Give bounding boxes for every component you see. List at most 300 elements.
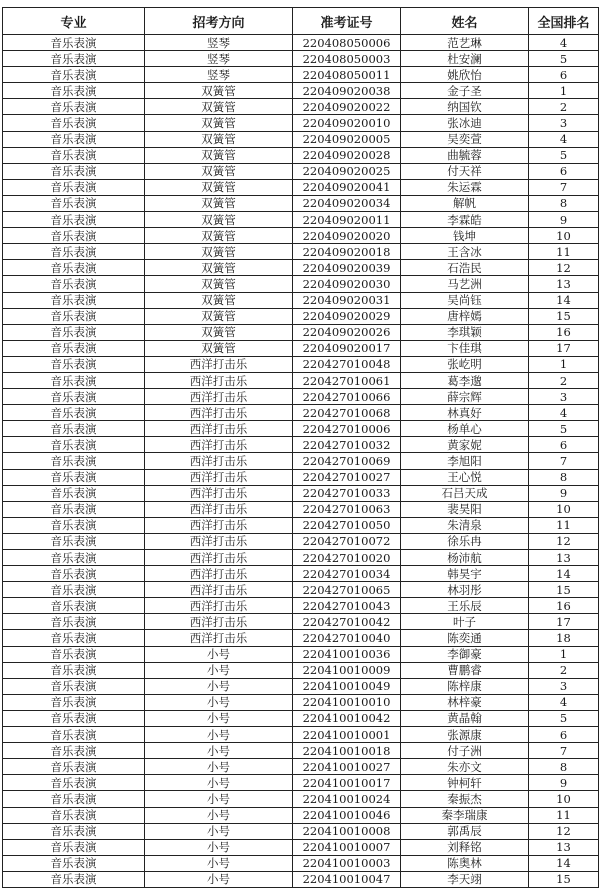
cell-rank: 3 bbox=[529, 115, 599, 131]
cell-rank: 4 bbox=[529, 35, 599, 51]
cell-exam-id: 220427010061 bbox=[293, 372, 401, 388]
cell-name: 秦李瑞康 bbox=[401, 807, 529, 823]
table-row bbox=[3, 195, 599, 211]
cell-exam-id: 220427010020 bbox=[293, 550, 401, 566]
cell-name: 金子圣 bbox=[401, 83, 529, 99]
cell-exam-id: 220409020031 bbox=[293, 292, 401, 308]
cell-exam-id: 220410010027 bbox=[293, 759, 401, 775]
cell-exam-id: 220409020017 bbox=[293, 340, 401, 356]
cell-rank: 4 bbox=[529, 405, 599, 421]
cell-name: 秦振杰 bbox=[401, 791, 529, 807]
cell-name: 石浩民 bbox=[401, 260, 529, 276]
cell-direction: 小号 bbox=[145, 646, 293, 662]
cell-direction: 西洋打击乐 bbox=[145, 582, 293, 598]
cell-exam-id: 220410010003 bbox=[293, 855, 401, 871]
cell-rank: 5 bbox=[529, 710, 599, 726]
table-row bbox=[3, 775, 599, 791]
cell-name: 张冰迪 bbox=[401, 115, 529, 131]
cell-exam-id: 220408050006 bbox=[293, 35, 401, 51]
table-row bbox=[3, 582, 599, 598]
cell-rank: 12 bbox=[529, 823, 599, 839]
table-row bbox=[3, 710, 599, 726]
cell-rank: 5 bbox=[529, 421, 599, 437]
table-row bbox=[3, 839, 599, 855]
cell-name: 黄家妮 bbox=[401, 437, 529, 453]
cell-exam-id: 220409020018 bbox=[293, 244, 401, 260]
table-row bbox=[3, 823, 599, 839]
table-row bbox=[3, 405, 599, 421]
cell-direction: 双簧管 bbox=[145, 244, 293, 260]
cell-major: 音乐表演 bbox=[3, 743, 145, 759]
table-row bbox=[3, 533, 599, 549]
cell-name: 王乐辰 bbox=[401, 598, 529, 614]
cell-direction: 小号 bbox=[145, 727, 293, 743]
cell-name: 李琪颖 bbox=[401, 324, 529, 340]
cell-major: 音乐表演 bbox=[3, 276, 145, 292]
table-row bbox=[3, 453, 599, 469]
header-name: 姓名 bbox=[401, 8, 529, 35]
table-row bbox=[3, 437, 599, 453]
cell-direction: 西洋打击乐 bbox=[145, 421, 293, 437]
cell-direction: 双簧管 bbox=[145, 308, 293, 324]
table-row bbox=[3, 727, 599, 743]
table-row bbox=[3, 115, 599, 131]
cell-direction: 双簧管 bbox=[145, 147, 293, 163]
cell-major: 音乐表演 bbox=[3, 839, 145, 855]
cell-major: 音乐表演 bbox=[3, 228, 145, 244]
table-row bbox=[3, 276, 599, 292]
table-row bbox=[3, 67, 599, 83]
table-row bbox=[3, 759, 599, 775]
table-row bbox=[3, 855, 599, 871]
cell-rank: 13 bbox=[529, 839, 599, 855]
cell-rank: 4 bbox=[529, 131, 599, 147]
cell-rank: 14 bbox=[529, 566, 599, 582]
cell-major: 音乐表演 bbox=[3, 163, 145, 179]
cell-rank: 4 bbox=[529, 694, 599, 710]
cell-name: 黄晶翰 bbox=[401, 710, 529, 726]
cell-name: 付子洲 bbox=[401, 743, 529, 759]
cell-name: 张屹明 bbox=[401, 356, 529, 372]
cell-direction: 西洋打击乐 bbox=[145, 598, 293, 614]
cell-name: 刘释铭 bbox=[401, 839, 529, 855]
table-row bbox=[3, 228, 599, 244]
cell-direction: 双簧管 bbox=[145, 131, 293, 147]
cell-name: 王心悦 bbox=[401, 469, 529, 485]
cell-direction: 双簧管 bbox=[145, 228, 293, 244]
cell-direction: 双簧管 bbox=[145, 212, 293, 228]
table-row bbox=[3, 614, 599, 630]
cell-exam-id: 220410010009 bbox=[293, 662, 401, 678]
cell-direction: 竖琴 bbox=[145, 67, 293, 83]
cell-rank: 14 bbox=[529, 855, 599, 871]
cell-major: 音乐表演 bbox=[3, 678, 145, 694]
cell-direction: 双簧管 bbox=[145, 340, 293, 356]
cell-name: 姚欣怡 bbox=[401, 67, 529, 83]
cell-exam-id: 220427010048 bbox=[293, 356, 401, 372]
cell-exam-id: 220427010072 bbox=[293, 533, 401, 549]
cell-name: 徐乐冉 bbox=[401, 533, 529, 549]
table-row bbox=[3, 694, 599, 710]
cell-direction: 双簧管 bbox=[145, 163, 293, 179]
cell-rank: 12 bbox=[529, 260, 599, 276]
cell-direction: 小号 bbox=[145, 775, 293, 791]
cell-direction: 小号 bbox=[145, 710, 293, 726]
table-row bbox=[3, 372, 599, 388]
header-direction: 招考方向 bbox=[145, 8, 293, 35]
cell-name: 葛李邈 bbox=[401, 372, 529, 388]
cell-major: 音乐表演 bbox=[3, 212, 145, 228]
cell-direction: 西洋打击乐 bbox=[145, 437, 293, 453]
cell-direction: 小号 bbox=[145, 743, 293, 759]
cell-direction: 双簧管 bbox=[145, 324, 293, 340]
cell-exam-id: 220427010006 bbox=[293, 421, 401, 437]
cell-direction: 小号 bbox=[145, 855, 293, 871]
table-row bbox=[3, 598, 599, 614]
cell-rank: 17 bbox=[529, 614, 599, 630]
cell-direction: 西洋打击乐 bbox=[145, 372, 293, 388]
cell-direction: 双簧管 bbox=[145, 276, 293, 292]
cell-exam-id: 220410010010 bbox=[293, 694, 401, 710]
cell-name: 钟柯轩 bbox=[401, 775, 529, 791]
cell-name: 叶子 bbox=[401, 614, 529, 630]
ranking-table bbox=[2, 7, 599, 888]
cell-rank: 8 bbox=[529, 759, 599, 775]
cell-exam-id: 220410010018 bbox=[293, 743, 401, 759]
cell-major: 音乐表演 bbox=[3, 356, 145, 372]
cell-major: 音乐表演 bbox=[3, 453, 145, 469]
cell-major: 音乐表演 bbox=[3, 195, 145, 211]
cell-exam-id: 220427010032 bbox=[293, 437, 401, 453]
table-row bbox=[3, 244, 599, 260]
cell-rank: 6 bbox=[529, 727, 599, 743]
cell-rank: 7 bbox=[529, 453, 599, 469]
cell-name: 解帆 bbox=[401, 195, 529, 211]
cell-exam-id: 220427010066 bbox=[293, 389, 401, 405]
cell-major: 音乐表演 bbox=[3, 292, 145, 308]
cell-rank: 3 bbox=[529, 678, 599, 694]
cell-rank: 1 bbox=[529, 646, 599, 662]
cell-rank: 6 bbox=[529, 163, 599, 179]
cell-major: 音乐表演 bbox=[3, 807, 145, 823]
cell-major: 音乐表演 bbox=[3, 727, 145, 743]
table-row bbox=[3, 662, 599, 678]
cell-exam-id: 220427010063 bbox=[293, 501, 401, 517]
cell-major: 音乐表演 bbox=[3, 99, 145, 115]
cell-major: 音乐表演 bbox=[3, 855, 145, 871]
cell-rank: 8 bbox=[529, 469, 599, 485]
table-row bbox=[3, 389, 599, 405]
cell-rank: 1 bbox=[529, 83, 599, 99]
table-row bbox=[3, 469, 599, 485]
cell-exam-id: 220409020030 bbox=[293, 276, 401, 292]
cell-rank: 15 bbox=[529, 582, 599, 598]
cell-direction: 西洋打击乐 bbox=[145, 614, 293, 630]
cell-name: 曹鹏睿 bbox=[401, 662, 529, 678]
cell-rank: 10 bbox=[529, 791, 599, 807]
table-row bbox=[3, 83, 599, 99]
cell-direction: 竖琴 bbox=[145, 51, 293, 67]
cell-exam-id: 220410010024 bbox=[293, 791, 401, 807]
cell-rank: 6 bbox=[529, 437, 599, 453]
cell-direction: 西洋打击乐 bbox=[145, 469, 293, 485]
table-row bbox=[3, 147, 599, 163]
cell-exam-id: 220427010043 bbox=[293, 598, 401, 614]
cell-major: 音乐表演 bbox=[3, 485, 145, 501]
cell-exam-id: 220410010046 bbox=[293, 807, 401, 823]
header-rank: 全国排名 bbox=[529, 8, 599, 35]
cell-major: 音乐表演 bbox=[3, 260, 145, 276]
cell-exam-id: 220410010008 bbox=[293, 823, 401, 839]
cell-rank: 7 bbox=[529, 179, 599, 195]
cell-rank: 14 bbox=[529, 292, 599, 308]
cell-name: 唐梓嫣 bbox=[401, 308, 529, 324]
cell-rank: 2 bbox=[529, 662, 599, 678]
cell-rank: 11 bbox=[529, 517, 599, 533]
table-row bbox=[3, 340, 599, 356]
cell-name: 林真好 bbox=[401, 405, 529, 421]
cell-exam-id: 220409020025 bbox=[293, 163, 401, 179]
cell-major: 音乐表演 bbox=[3, 517, 145, 533]
cell-direction: 西洋打击乐 bbox=[145, 453, 293, 469]
cell-rank: 16 bbox=[529, 324, 599, 340]
cell-direction: 小号 bbox=[145, 678, 293, 694]
table-row bbox=[3, 308, 599, 324]
cell-name: 杜安澜 bbox=[401, 51, 529, 67]
cell-direction: 西洋打击乐 bbox=[145, 630, 293, 646]
cell-name: 马艺洲 bbox=[401, 276, 529, 292]
cell-exam-id: 220408050003 bbox=[293, 51, 401, 67]
cell-major: 音乐表演 bbox=[3, 694, 145, 710]
cell-exam-id: 220427010042 bbox=[293, 614, 401, 630]
cell-major: 音乐表演 bbox=[3, 324, 145, 340]
cell-major: 音乐表演 bbox=[3, 340, 145, 356]
cell-name: 钱坤 bbox=[401, 228, 529, 244]
table-row bbox=[3, 566, 599, 582]
cell-rank: 5 bbox=[529, 147, 599, 163]
cell-direction: 西洋打击乐 bbox=[145, 501, 293, 517]
cell-name: 陈奕通 bbox=[401, 630, 529, 646]
cell-direction: 西洋打击乐 bbox=[145, 405, 293, 421]
cell-major: 音乐表演 bbox=[3, 372, 145, 388]
cell-major: 音乐表演 bbox=[3, 501, 145, 517]
cell-rank: 6 bbox=[529, 67, 599, 83]
cell-direction: 竖琴 bbox=[145, 35, 293, 51]
table-row bbox=[3, 501, 599, 517]
cell-major: 音乐表演 bbox=[3, 775, 145, 791]
cell-direction: 双簧管 bbox=[145, 179, 293, 195]
cell-rank: 2 bbox=[529, 372, 599, 388]
cell-exam-id: 220409020041 bbox=[293, 179, 401, 195]
cell-major: 音乐表演 bbox=[3, 308, 145, 324]
cell-major: 音乐表演 bbox=[3, 67, 145, 83]
cell-name: 王含冰 bbox=[401, 244, 529, 260]
cell-rank: 10 bbox=[529, 228, 599, 244]
cell-direction: 双簧管 bbox=[145, 292, 293, 308]
cell-direction: 小号 bbox=[145, 839, 293, 855]
table-row bbox=[3, 743, 599, 759]
cell-name: 石吕天成 bbox=[401, 485, 529, 501]
table-row bbox=[3, 356, 599, 372]
cell-major: 音乐表演 bbox=[3, 630, 145, 646]
cell-exam-id: 220427010034 bbox=[293, 566, 401, 582]
cell-name: 林梓豪 bbox=[401, 694, 529, 710]
cell-rank: 10 bbox=[529, 501, 599, 517]
cell-major: 音乐表演 bbox=[3, 598, 145, 614]
table-row bbox=[3, 260, 599, 276]
cell-rank: 8 bbox=[529, 195, 599, 211]
cell-name: 李旭阳 bbox=[401, 453, 529, 469]
cell-exam-id: 220409020039 bbox=[293, 260, 401, 276]
cell-direction: 西洋打击乐 bbox=[145, 485, 293, 501]
cell-exam-id: 220427010033 bbox=[293, 485, 401, 501]
cell-major: 音乐表演 bbox=[3, 83, 145, 99]
cell-direction: 小号 bbox=[145, 871, 293, 887]
cell-rank: 9 bbox=[529, 212, 599, 228]
header-exam-id: 准考证号 bbox=[293, 8, 401, 35]
cell-name: 林羽彤 bbox=[401, 582, 529, 598]
cell-name: 朱清泉 bbox=[401, 517, 529, 533]
cell-exam-id: 220409020028 bbox=[293, 147, 401, 163]
cell-direction: 双簧管 bbox=[145, 260, 293, 276]
cell-exam-id: 220409020026 bbox=[293, 324, 401, 340]
cell-major: 音乐表演 bbox=[3, 646, 145, 662]
cell-direction: 西洋打击乐 bbox=[145, 517, 293, 533]
cell-name: 卞佳琪 bbox=[401, 340, 529, 356]
cell-name: 张源康 bbox=[401, 727, 529, 743]
cell-exam-id: 220409020038 bbox=[293, 83, 401, 99]
cell-major: 音乐表演 bbox=[3, 244, 145, 260]
cell-exam-id: 220427010068 bbox=[293, 405, 401, 421]
cell-name: 朱运霖 bbox=[401, 179, 529, 195]
cell-major: 音乐表演 bbox=[3, 582, 145, 598]
table-row bbox=[3, 163, 599, 179]
cell-rank: 9 bbox=[529, 775, 599, 791]
cell-major: 音乐表演 bbox=[3, 469, 145, 485]
table-row bbox=[3, 517, 599, 533]
cell-exam-id: 220409020011 bbox=[293, 212, 401, 228]
cell-exam-id: 220410010036 bbox=[293, 646, 401, 662]
cell-exam-id: 220410010047 bbox=[293, 871, 401, 887]
cell-major: 音乐表演 bbox=[3, 35, 145, 51]
table-row bbox=[3, 99, 599, 115]
cell-major: 音乐表演 bbox=[3, 614, 145, 630]
cell-rank: 9 bbox=[529, 485, 599, 501]
cell-major: 音乐表演 bbox=[3, 759, 145, 775]
cell-major: 音乐表演 bbox=[3, 871, 145, 887]
table-row bbox=[3, 678, 599, 694]
cell-direction: 小号 bbox=[145, 662, 293, 678]
header-major: 专业 bbox=[3, 8, 145, 35]
cell-rank: 15 bbox=[529, 308, 599, 324]
cell-exam-id: 220408050011 bbox=[293, 67, 401, 83]
table-row bbox=[3, 630, 599, 646]
cell-direction: 西洋打击乐 bbox=[145, 356, 293, 372]
cell-exam-id: 220410010049 bbox=[293, 678, 401, 694]
cell-major: 音乐表演 bbox=[3, 662, 145, 678]
cell-rank: 18 bbox=[529, 630, 599, 646]
cell-major: 音乐表演 bbox=[3, 405, 145, 421]
cell-direction: 小号 bbox=[145, 807, 293, 823]
table-row bbox=[3, 807, 599, 823]
cell-name: 陈奥林 bbox=[401, 855, 529, 871]
table-row bbox=[3, 550, 599, 566]
cell-direction: 小号 bbox=[145, 823, 293, 839]
cell-name: 范艺琳 bbox=[401, 35, 529, 51]
cell-direction: 双簧管 bbox=[145, 115, 293, 131]
table-row bbox=[3, 421, 599, 437]
cell-exam-id: 220409020005 bbox=[293, 131, 401, 147]
cell-exam-id: 220427010050 bbox=[293, 517, 401, 533]
cell-rank: 5 bbox=[529, 51, 599, 67]
cell-exam-id: 220409020010 bbox=[293, 115, 401, 131]
cell-direction: 双簧管 bbox=[145, 83, 293, 99]
cell-major: 音乐表演 bbox=[3, 115, 145, 131]
table-row bbox=[3, 324, 599, 340]
cell-name: 杨沛航 bbox=[401, 550, 529, 566]
cell-exam-id: 220409020034 bbox=[293, 195, 401, 211]
cell-rank: 11 bbox=[529, 807, 599, 823]
cell-major: 音乐表演 bbox=[3, 51, 145, 67]
cell-rank: 3 bbox=[529, 389, 599, 405]
cell-direction: 小号 bbox=[145, 694, 293, 710]
cell-rank: 7 bbox=[529, 743, 599, 759]
table-row bbox=[3, 292, 599, 308]
cell-name: 韩昊宇 bbox=[401, 566, 529, 582]
cell-name: 李霖皓 bbox=[401, 212, 529, 228]
table-row bbox=[3, 485, 599, 501]
cell-major: 音乐表演 bbox=[3, 179, 145, 195]
cell-exam-id: 220427010069 bbox=[293, 453, 401, 469]
cell-name: 纳国钦 bbox=[401, 99, 529, 115]
cell-exam-id: 220410010007 bbox=[293, 839, 401, 855]
table-row bbox=[3, 51, 599, 67]
cell-rank: 17 bbox=[529, 340, 599, 356]
cell-major: 音乐表演 bbox=[3, 389, 145, 405]
table-row bbox=[3, 212, 599, 228]
cell-major: 音乐表演 bbox=[3, 566, 145, 582]
cell-name: 杨单心 bbox=[401, 421, 529, 437]
cell-name: 李天翊 bbox=[401, 871, 529, 887]
cell-exam-id: 220427010040 bbox=[293, 630, 401, 646]
cell-exam-id: 220410010001 bbox=[293, 727, 401, 743]
cell-major: 音乐表演 bbox=[3, 131, 145, 147]
cell-name: 朱亦文 bbox=[401, 759, 529, 775]
cell-rank: 13 bbox=[529, 550, 599, 566]
cell-exam-id: 220410010017 bbox=[293, 775, 401, 791]
cell-exam-id: 220427010065 bbox=[293, 582, 401, 598]
cell-major: 音乐表演 bbox=[3, 533, 145, 549]
cell-name: 裴昊阳 bbox=[401, 501, 529, 517]
cell-major: 音乐表演 bbox=[3, 421, 145, 437]
cell-exam-id: 220409020029 bbox=[293, 308, 401, 324]
cell-name: 郭禹辰 bbox=[401, 823, 529, 839]
cell-direction: 双簧管 bbox=[145, 99, 293, 115]
cell-major: 音乐表演 bbox=[3, 791, 145, 807]
cell-rank: 1 bbox=[529, 356, 599, 372]
cell-exam-id: 220409020022 bbox=[293, 99, 401, 115]
cell-major: 音乐表演 bbox=[3, 147, 145, 163]
cell-rank: 12 bbox=[529, 533, 599, 549]
cell-major: 音乐表演 bbox=[3, 823, 145, 839]
cell-direction: 小号 bbox=[145, 759, 293, 775]
cell-rank: 15 bbox=[529, 871, 599, 887]
table-header-row bbox=[3, 8, 599, 35]
cell-direction: 西洋打击乐 bbox=[145, 550, 293, 566]
cell-direction: 西洋打击乐 bbox=[145, 389, 293, 405]
cell-direction: 小号 bbox=[145, 791, 293, 807]
cell-exam-id: 220409020020 bbox=[293, 228, 401, 244]
